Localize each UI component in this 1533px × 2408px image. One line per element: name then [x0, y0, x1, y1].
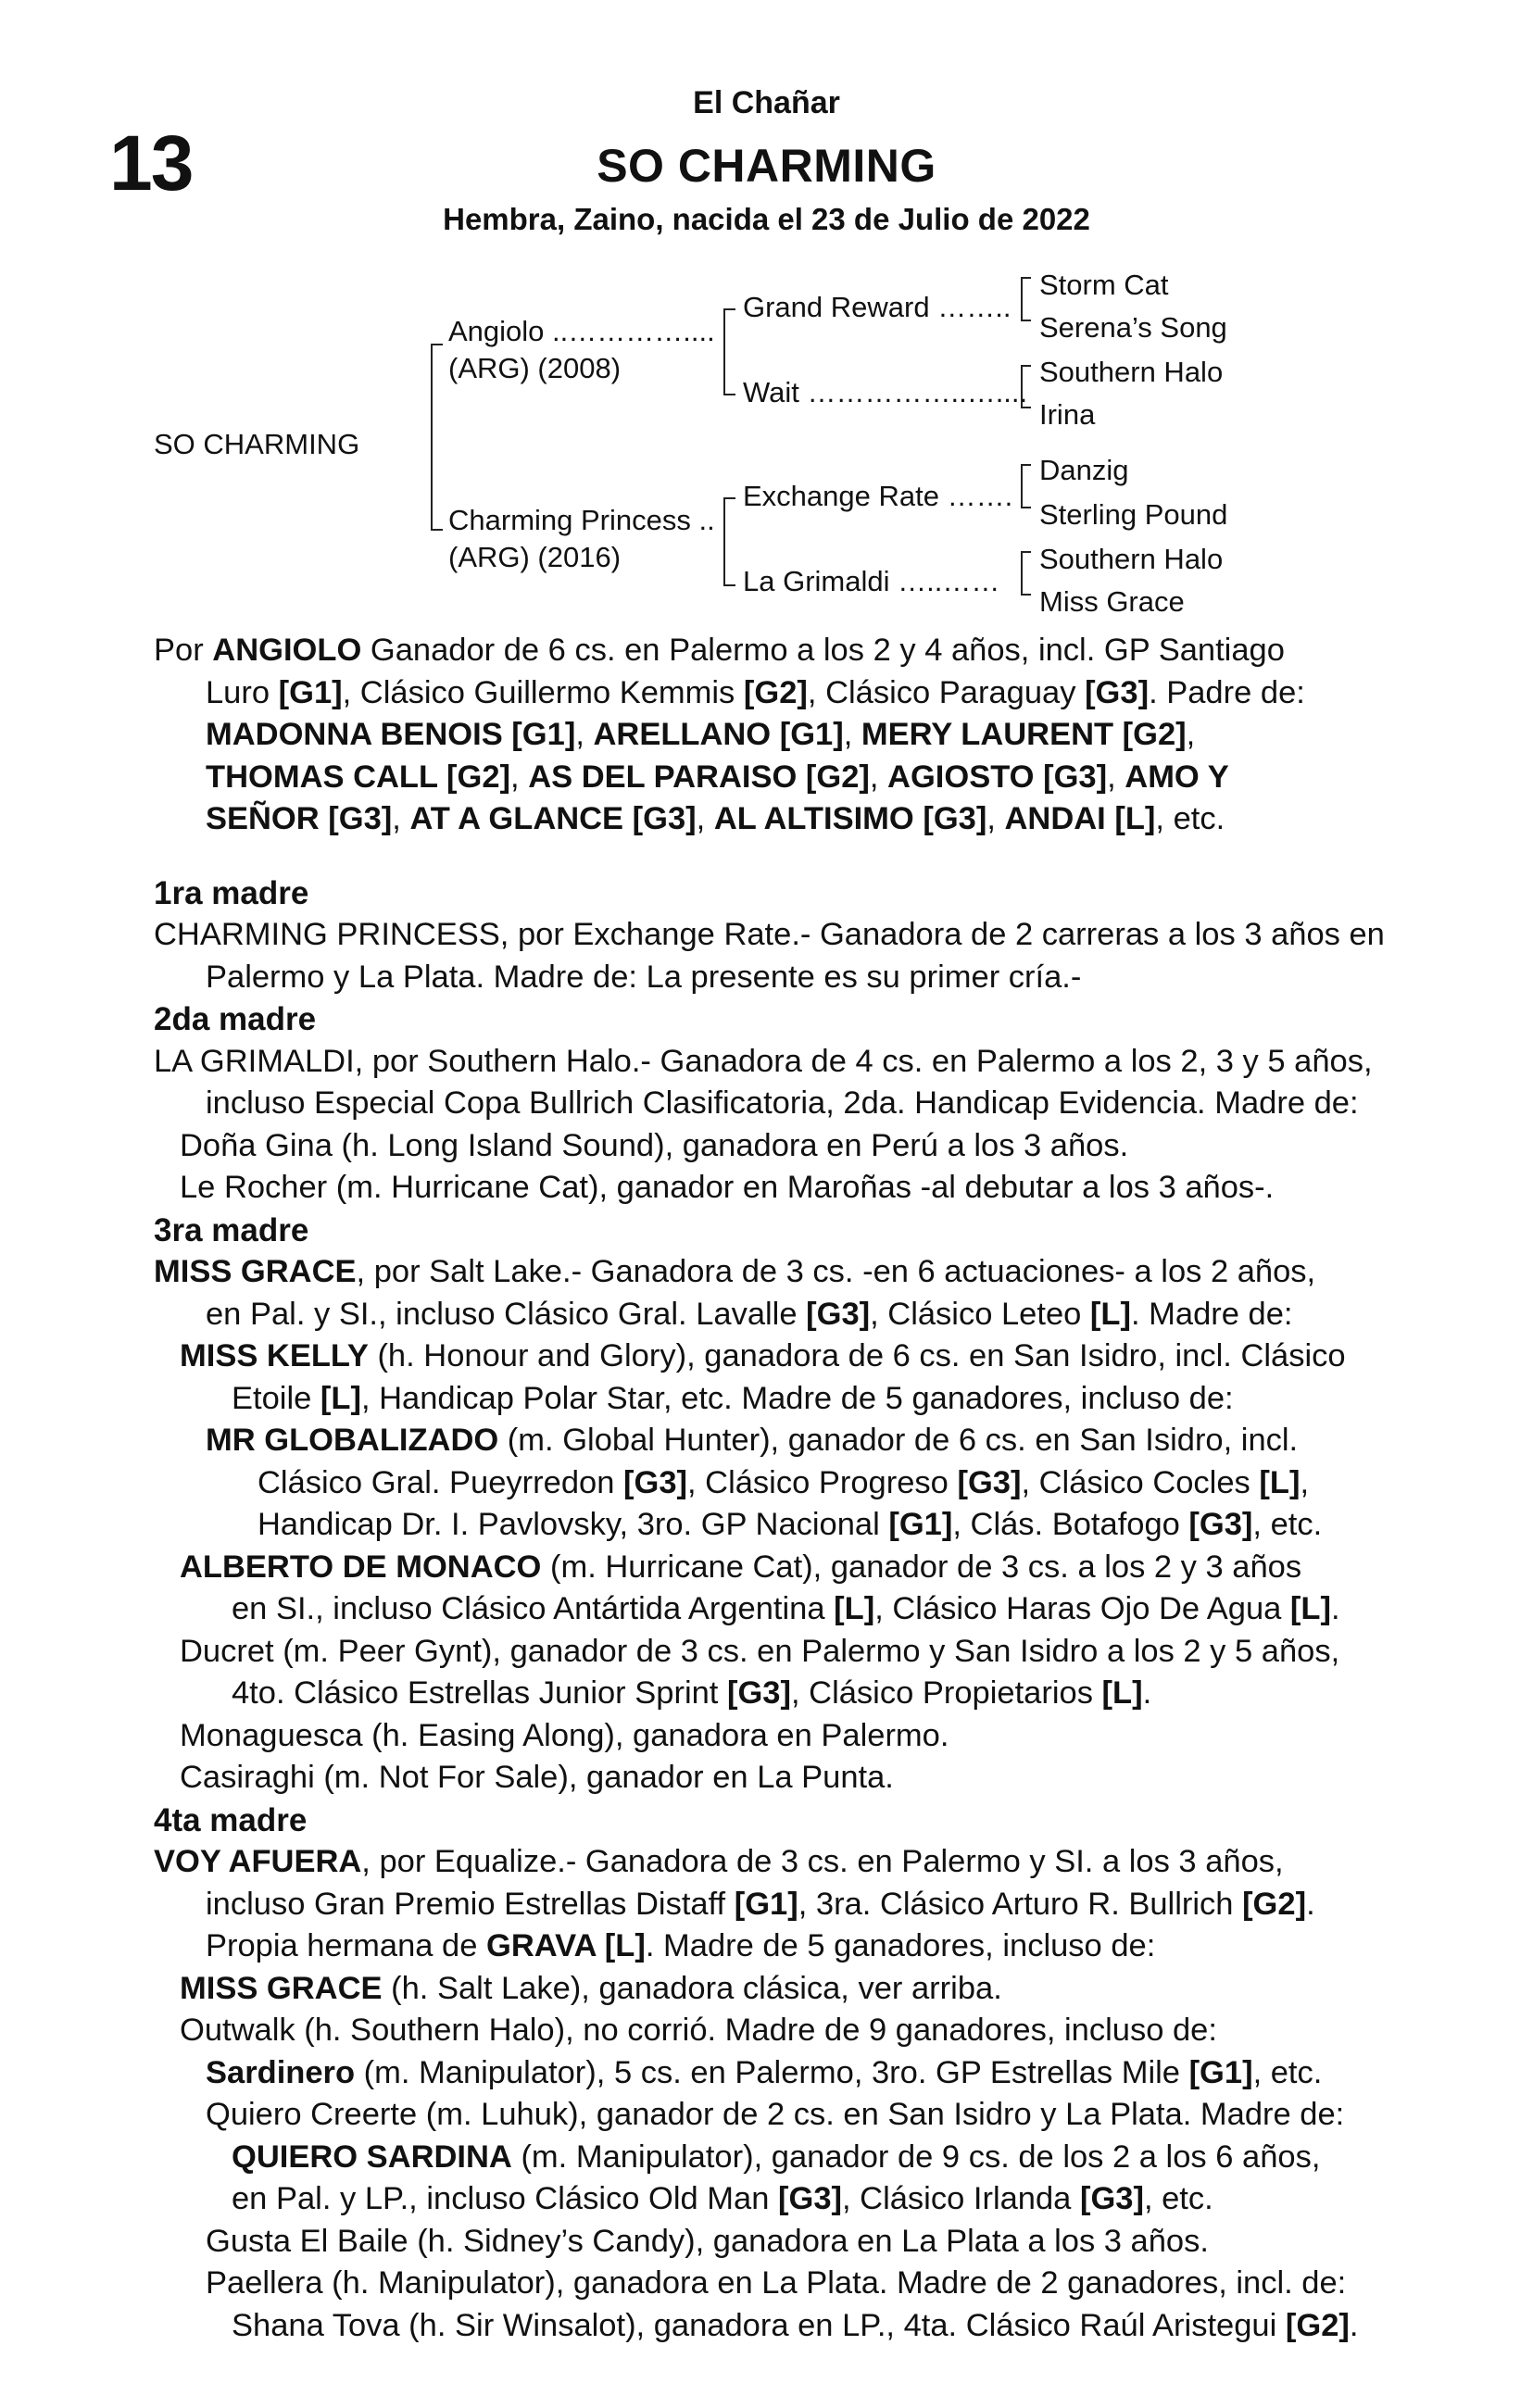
fourth-dam-heading: 4ta madre [154, 1801, 308, 1838]
pedigree-subject: SO CHARMING [154, 428, 360, 460]
pedigree-ggp: Irina [1039, 398, 1096, 431]
third-dam-line: Ducret (m. Peer Gynt), ganador de 3 cs. en Palermo y San Isidro a los 2 y 5 años, [180, 1633, 1340, 1669]
third-dam-line: ALBERTO DE MONACO (m. Hurricane Cat), ganador de 3 cs. a los 2 y 3 años [180, 1549, 1302, 1585]
fourth-dam-line: Shana Tova (h. Sir Winsalot), ganadora en LP., 4ta. Clásico Raúl Aristegui [G2]. [232, 2307, 1359, 2343]
pedigree-dam-dam: La Grimaldi …..…… [743, 565, 1000, 597]
fourth-dam-line: Quiero Creerte (m. Luhuk), ganador de 2 cs. en San Isidro y La Plata. Madre de: [206, 2097, 1345, 2132]
pedigree-ggp: Danzig [1039, 454, 1129, 486]
second-dam-line: incluso Especial Copa Bullrich Clasificatoria, 2da. Handicap Evidencia. Madre de: [206, 1085, 1359, 1121]
third-dam-line: MR GLOBALIZADO (m. Global Hunter), ganador de 6 cs. en San Isidro, incl. [206, 1423, 1299, 1458]
second-dam-heading: 2da madre [154, 1001, 317, 1037]
third-dam-line: en Pal. y SI., incluso Clásico Gral. Lavalle [G3], Clásico Leteo [L]. Madre de: [206, 1296, 1293, 1332]
sire-paragraph-line: SEÑOR [G3], AT A GLANCE [G3], AL ALTISIMO [G3], ANDAI [L], etc. [206, 801, 1225, 836]
fourth-dam-line: VOY AFUERA, por Equalize.- Ganadora de 3 cs. en Palermo y SI. a los 3 años, [154, 1844, 1284, 1879]
pedigree-ggp: Storm Cat [1039, 269, 1169, 301]
fourth-dam-line: QUIERO SARDINA (m. Manipulator), ganador de 9 cs. de los 2 a los 6 años, [232, 2138, 1321, 2175]
third-dam-line: Monaguesca (h. Easing Along), ganadora en Palermo. [180, 1717, 949, 1753]
third-dam-line: Etoile [L], Handicap Polar Star, etc. Madre de 5 ganadores, incluso de: [232, 1380, 1234, 1416]
third-dam-line: 4to. Clásico Estrellas Junior Sprint [G3], Clásico Propietarios [L]. [232, 1675, 1152, 1711]
pedigree-ggp: Miss Grace [1039, 585, 1185, 618]
first-dam-heading: 1ra madre [154, 874, 309, 911]
pedigree-dam-sire: Exchange Rate ……. [743, 480, 1013, 512]
fourth-dam-line: Gusta El Baile (h. Sidney’s Candy), ganadora en La Plata a los 3 años. [206, 2223, 1209, 2259]
pedigree-ggp: Southern Halo [1039, 356, 1224, 388]
sire-paragraph-line: Por ANGIOLO Ganador de 6 cs. en Palermo a los 2 y 4 años, incl. GP Santiago [154, 633, 1285, 668]
fourth-dam-line: Sardinero (m. Manipulator), 5 cs. en Palermo, 3ro. GP Estrellas Mile [G1], etc. [206, 2054, 1323, 2090]
pedigree-sire: Angiolo ..………….... [448, 315, 715, 347]
sire-paragraph-line: THOMAS CALL [G2], AS DEL PARAISO [G2], AGIOSTO [G3], AMO Y [206, 759, 1229, 795]
pedigree-sire-info: (ARG) (2008) [448, 352, 622, 384]
fourth-dam-line: MISS GRACE (h. Salt Lake), ganadora clásica, ver arriba. [180, 1970, 1002, 2006]
lot-number: 13 [109, 119, 193, 207]
pedigree-ggp: Serena’s Song [1039, 311, 1227, 344]
pedigree-dam-info: (ARG) (2016) [448, 541, 622, 573]
third-dam-heading: 3ra madre [154, 1211, 309, 1248]
first-dam-line: Palermo y La Plata. Madre de: La presente es su primer cría.- [206, 959, 1082, 995]
pedigree-ggp: Sterling Pound [1039, 498, 1228, 531]
pedigree-sire-sire: Grand Reward …….. [743, 291, 1012, 323]
second-dam-line: Le Rocher (m. Hurricane Cat), ganador en Maroñas -al debutar a los 3 años-. [180, 1170, 1275, 1205]
pedigree-sire-dam: Wait ……………..….... [743, 376, 1028, 408]
third-dam-line: Casiraghi (m. Not For Sale), ganador en La Punta. [180, 1760, 894, 1795]
third-dam-line: Clásico Gral. Pueyrredon [G3], Clásico Progreso [G3], Clásico Cocles [L], [258, 1464, 1310, 1500]
fourth-dam-line: Paellera (h. Manipulator), ganadora en La Plata. Madre de 2 ganadores, incl. de: [206, 2265, 1347, 2301]
second-dam-line: Doña Gina (h. Long Island Sound), ganadora en Perú a los 3 años. [180, 1127, 1129, 1163]
fourth-dam-line: Outwalk (h. Southern Halo), no corrió. Madre de 9 ganadores, incluso de: [180, 2013, 1217, 2048]
horse-name: SO CHARMING [597, 140, 936, 192]
third-dam-line: MISS KELLY (h. Honour and Glory), ganadora de 6 cs. en San Isidro, incl. Clásico [180, 1338, 1346, 1373]
catalog-body [154, 630, 1386, 2347]
third-dam-line: MISS GRACE, por Salt Lake.- Ganadora de 3 cs. -en 6 actuaciones- a los 2 años, [154, 1254, 1316, 1289]
pedigree-dam: Charming Princess .. [448, 504, 715, 536]
fourth-dam-line: Propia hermana de GRAVA [L]. Madre de 5 ganadores, incluso de: [206, 1928, 1156, 1963]
sire-paragraph-line: MADONNA BENOIS [G1], ARELLANO [G1], MERY LAURENT [G2], [206, 717, 1196, 752]
haras-name: El Chañar [693, 85, 840, 120]
horse-subtitle: Hembra, Zaino, nacida el 23 de Julio de 2022 [443, 202, 1090, 236]
first-dam-line: CHARMING PRINCESS, por Exchange Rate.- Ganadora de 2 carreras a los 3 años en [154, 917, 1385, 952]
sire-paragraph-line: Luro [G1], Clásico Guillermo Kemmis [G2], Clásico Paraguay [G3]. Padre de: [206, 674, 1305, 710]
second-dam-line: LA GRIMALDI, por Southern Halo.- Ganadora de 4 cs. en Palermo a los 2, 3 y 5 años, [154, 1043, 1373, 1079]
pedigree-ggp: Southern Halo [1039, 543, 1224, 575]
fourth-dam-line: incluso Gran Premio Estrellas Distaff [G1], 3ra. Clásico Arturo R. Bullrich [G2]. [206, 1886, 1315, 1922]
fourth-dam-line: en Pal. y LP., incluso Clásico Old Man [G3], Clásico Irlanda [G3], etc. [232, 2181, 1213, 2216]
third-dam-line: en SI., incluso Clásico Antártida Argentina [L], Clásico Haras Ojo De Agua [L]. [232, 1591, 1340, 1626]
third-dam-line: Handicap Dr. I. Pavlovsky, 3ro. GP Nacional [G1], Clás. Botafogo [G3], etc. [258, 1507, 1323, 1542]
